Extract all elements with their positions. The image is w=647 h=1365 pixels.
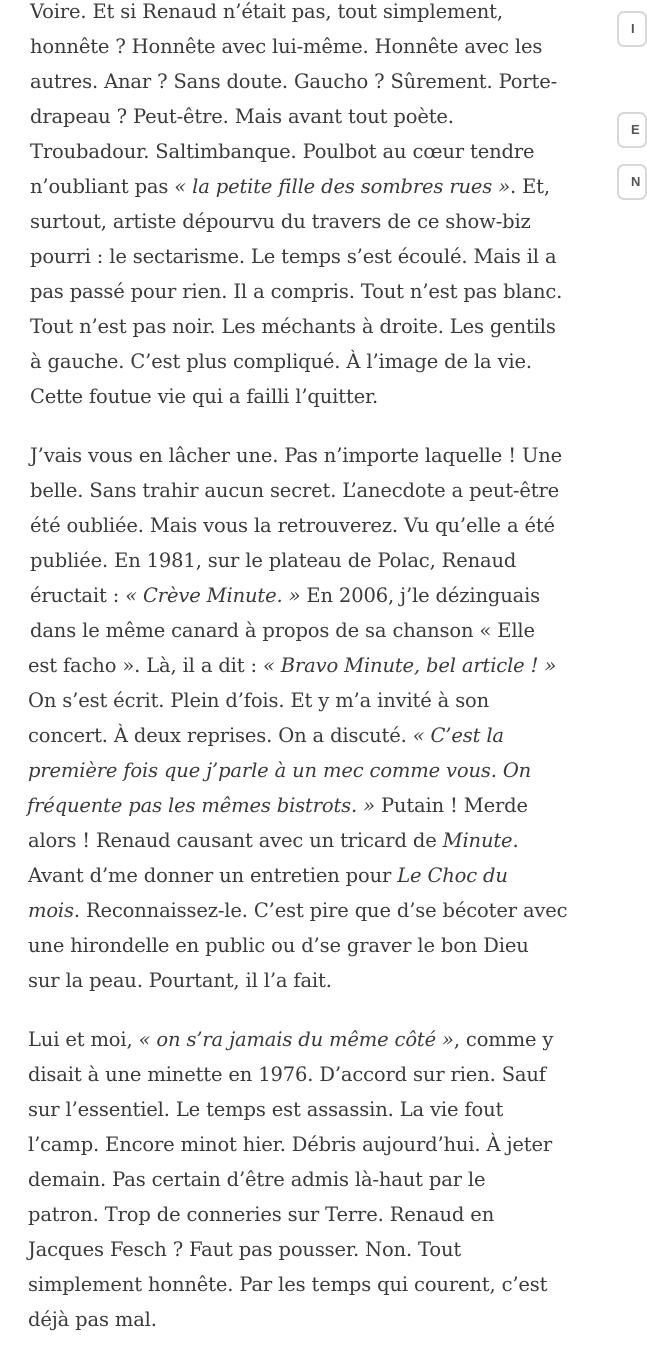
quote-cest-la-premiere-fois: première fois que j’parle à un mec comme vous. On	[28, 759, 532, 782]
side-panel-button-3[interactable]	[617, 164, 647, 200]
text-line: sur l’essentiel. Le temps est assassin. La vie fout	[28, 1098, 504, 1121]
paragraph-1	[30, 0, 580, 414]
text-line: simplement honnête. Par les temps qui courent, c’est	[28, 1273, 548, 1296]
text-line: dans le même canard à propos de sa chanson « Elle	[30, 619, 535, 642]
quote-creve-minute: « Crève Minute. »	[125, 584, 301, 607]
text-line	[30, 169, 580, 204]
text-line: demain. Pas certain d’être admis là-haut par le	[28, 1168, 486, 1191]
text-run: Lui et moi,	[28, 1028, 139, 1051]
text-line: Voire. Et si Renaud n’était pas, tout simplement,	[30, 0, 503, 23]
text-line: On s’est écrit. Plein d’fois. Et y m’a invité à son	[28, 689, 490, 712]
paragraph-3	[28, 1022, 580, 1337]
text-line	[27, 788, 580, 823]
text-run: n’oubliant pas	[30, 175, 175, 198]
text-line: disait à une minette en 1976. D’accord sur rien. Sauf	[28, 1063, 546, 1086]
publication-title-choc-du-mois: mois	[28, 899, 74, 922]
quote-on-sra-jamais: « on s’ra jamais du même côté »	[138, 1028, 454, 1051]
side-panel-button-label: E	[631, 122, 640, 137]
quote-cest-la-premiere-fois: « C’est la	[412, 724, 504, 747]
text-line: Tout n’est pas noir. Les méchants à droite. Les gentils	[30, 315, 556, 338]
text-run: . Reconnaissez-le. C’est pire que d’se bécoter avec	[73, 899, 568, 922]
text-run: En 2006, j’le dézinguais	[300, 584, 541, 607]
quote-bravo-minute: « Bravo Minute, bel article ! »	[262, 654, 557, 677]
paragraph-2	[27, 438, 580, 998]
text-run: concert. À deux reprises. On a discuté.	[28, 724, 413, 747]
publication-title-minute: Minute	[442, 829, 513, 852]
text-line: belle. Sans trahir aucun secret. L’anecdote a peut-être	[30, 479, 560, 502]
text-line: Cette foutue vie qui a failli l’quitter.	[30, 385, 379, 408]
text-line: pourri : le sectarisme. Le temps s’est écoulé. Mais il a	[30, 245, 557, 268]
quote-cest-la-premiere-fois: fréquente pas les mêmes bistrots. »	[27, 794, 375, 817]
text-line: à gauche. C’est plus compliqué. À l’image de la vie.	[30, 350, 532, 373]
text-run: Avant d’me donner un entretien pour	[28, 864, 398, 887]
text-line	[28, 823, 580, 858]
side-panel-button-label: I	[631, 21, 635, 36]
text-line: sur la peau. Pourtant, il l’a fait.	[28, 969, 332, 992]
text-line: drapeau ? Peut-être. Mais avant tout poète.	[30, 105, 454, 128]
text-line: patron. Trop de conneries sur Terre. Renaud en	[28, 1203, 495, 1226]
text-line	[28, 753, 580, 788]
text-run: éructait :	[30, 584, 126, 607]
text-line	[28, 1022, 580, 1057]
quote-la-petite-fille: « la petite fille des sombres rues »	[174, 175, 510, 198]
text-line: déjà pas mal.	[28, 1308, 157, 1331]
text-line	[28, 718, 580, 753]
text-line: J’vais vous en lâcher une. Pas n’importe laquelle ! Une	[30, 444, 563, 467]
side-panel-button-2[interactable]	[617, 112, 647, 148]
text-run: alors ! Renaud causant avec un tricard de	[28, 829, 443, 852]
side-panel-button-label: N	[631, 174, 641, 189]
text-line	[28, 893, 580, 928]
text-line: autres. Anar ? Sans doute. Gaucho ? Sûrement. Porte-	[30, 70, 558, 93]
text-run: .	[512, 829, 519, 852]
text-run: . Et,	[510, 175, 550, 198]
text-line: publiée. En 1981, sur le plateau de Polac, Renaud	[30, 549, 517, 572]
text-run: est facho ». Là, il a dit :	[28, 654, 263, 677]
text-run: , comme y	[453, 1028, 554, 1051]
text-line: Jacques Fesch ? Faut pas pousser. Non. Tout	[28, 1238, 462, 1261]
text-line: l’camp. Encore minot hier. Débris aujourd’hui. À jeter	[28, 1133, 553, 1156]
text-line: pas passé pour rien. Il a compris. Tout n’est pas blanc.	[30, 280, 563, 303]
text-line	[28, 858, 580, 893]
side-panel-button-1[interactable]	[617, 11, 647, 47]
text-line: une hirondelle en public ou d’se graver le bon Dieu	[28, 934, 529, 957]
publication-title-choc-du-mois: Le Choc du	[397, 864, 508, 887]
text-line	[28, 648, 580, 683]
text-run: Putain ! Merde	[374, 794, 528, 817]
article-body	[27, 0, 580, 1361]
text-line: Troubadour. Saltimbanque. Poulbot au cœur tendre	[30, 140, 535, 163]
text-line: été oubliée. Mais vous la retrouverez. Vu qu’elle a été	[30, 514, 555, 537]
text-line	[30, 578, 580, 613]
text-line: honnête ? Honnête avec lui-même. Honnête avec les	[30, 35, 543, 58]
text-line: surtout, artiste dépourvu du travers de ce show-biz	[30, 210, 531, 233]
